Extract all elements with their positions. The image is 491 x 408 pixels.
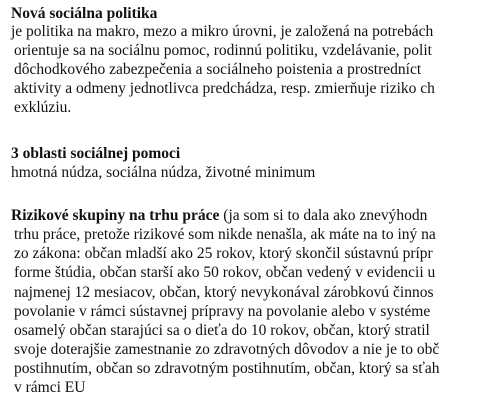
paragraph-line: trhu práce, pretože rizikové som nikde nenašla, ak máte na to iný na: [14, 226, 436, 243]
paragraph-line: postihnutím, občan so zdravotným postihnutím, občan, ktorý sa sťah: [14, 360, 440, 377]
heading-nova-socialna-politika: Nová sociálna politika: [11, 5, 158, 22]
paragraph-line: v rámci EU: [14, 379, 86, 396]
paragraph-line: dôchodkového zabezpečenia a sociálneho poistenia a prostredníct: [14, 61, 422, 78]
paragraph-line: osamelý občan starajúci sa o dieťa do 10 rokov, občan, ktorý stratil: [14, 322, 430, 339]
paragraph-line: je politika na makro, mezo a mikro úrovni, je založená na potrebách: [11, 23, 434, 40]
heading-tail-text: (ja som si to dala ako znevýhodn: [219, 207, 428, 224]
heading-rizikove-skupiny: Rizikové skupiny na trhu práce: [11, 207, 220, 224]
paragraph-line: orientuje sa na sociálnu pomoc, rodinnú politiku, vzdelávanie, polit: [14, 42, 432, 59]
paragraph-line: aktivity a odmeny jednotlivca predchádza, resp. zmierňuje riziko ch: [14, 80, 435, 97]
paragraph-line: forme štúdia, občan starší ako 50 rokov, občan vedený v evidencii u: [14, 264, 436, 281]
heading-3-oblasti-socialnej-pomoci: 3 oblasti sociálnej pomoci: [11, 145, 181, 162]
paragraph-line: najmenej 12 mesiacov, občan, ktorý nevykonával zárobkovú činnos: [14, 284, 434, 301]
paragraph-line: hmotná núdza, sociálna núdza, životné minimum: [11, 164, 316, 181]
heading-line-rizikove-skupiny: [11, 207, 427, 225]
paragraph-line: exklúziu.: [14, 99, 72, 116]
paragraph-line: svoje doterajšie zamestnanie zo zdravotných dôvodov a nie je to obč: [14, 341, 440, 358]
paragraph-line: povolanie v rámci sústavnej prípravy na povolanie alebo v systéme: [14, 303, 431, 320]
paragraph-line: zo zákona: občan mladší ako 25 rokov, ktorý skončil sústavnú prípr: [14, 245, 433, 262]
